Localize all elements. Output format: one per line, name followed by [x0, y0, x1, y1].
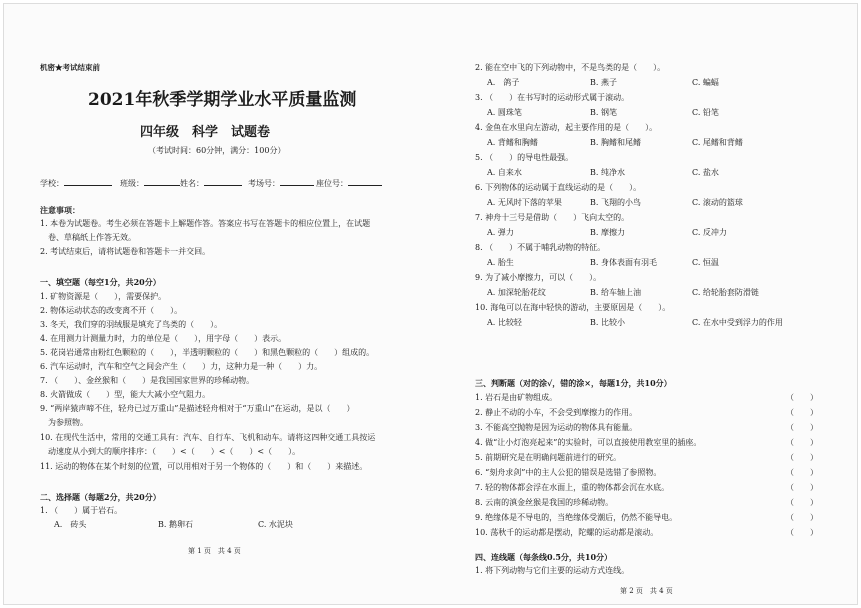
note-line: 2. 考试结束后，请将试题卷和答题卡一并交回。: [40, 247, 211, 256]
choice-option: A. 比较轻: [487, 318, 522, 327]
fill-question: 动速度从小到大的顺序排序：（ ）<（ ）<（ ）<（ ）。: [40, 447, 301, 456]
field-room[interactable]: 考场号：: [248, 177, 314, 189]
choice-option: A. 圆珠笔: [487, 108, 522, 117]
choice-option: C. 反冲力: [692, 228, 727, 237]
choice-option: C. 蝙蝠: [692, 78, 719, 87]
judge-answer-box[interactable]: （ ）: [786, 513, 818, 522]
choice-option: C. 滚动的篮球: [692, 198, 743, 207]
match-question: 1. 将下列动物与它们主要的运动方式连线。: [475, 566, 630, 575]
judge-question: 2. 静止不动的小车，不会受到摩擦力的作用。: [475, 408, 638, 417]
choice-option: C. 给轮胎套防滑链: [692, 288, 759, 297]
section-judge-title: 三、判断题（对的涂√，错的涂×，每题1分，共10分）: [475, 378, 672, 388]
judge-question: 10. 荡秋千的运动都是摆动，陀螺的运动都是滚动。: [475, 528, 659, 537]
section-choice-title: 二、选择题（每题2分，共20分）: [40, 492, 161, 502]
choice-question: 3. （ ）在书写时的运动形式属于滚动。: [475, 93, 630, 102]
judge-question: 3. 不能高空抛物是因为运动的物体具有能量。: [475, 423, 638, 432]
fill-question: 10. 在现代生活中，常用的交通工具有：汽车、自行车、飞机和动车。请将这四种交通工具按运: [40, 433, 376, 442]
section-match-title: 四、连线题（每条线0.5分，共10分）: [475, 552, 613, 562]
confidential-label: 机密★考试结束前: [40, 63, 100, 72]
judge-answer-box[interactable]: （ ）: [786, 453, 818, 462]
fill-question: 1. 矿物资源是（ ），需要保护。: [40, 292, 167, 301]
choice-question: 10. 海龟可以在海中轻快的游动，主要原因是（ ）。: [475, 303, 671, 312]
exam-title: 2021年秋季学期学业水平质量监测: [88, 90, 357, 110]
field-class[interactable]: 班级：: [120, 177, 180, 189]
judge-answer-box[interactable]: （ ）: [786, 498, 818, 507]
choice-option: B. 比较小: [590, 318, 625, 327]
choice-question: 7. 神舟十三号是借助（ ）飞向太空的。: [475, 213, 630, 222]
choice-option: A. 背鳍和胸鳍: [487, 138, 538, 147]
fill-question: 6. 汽车运动时，汽车和空气之间会产生（ ）力，这种力是一种（ ）力。: [40, 362, 323, 371]
fill-question: 5. 花岗岩通常由粉红色颗粒的（ ），半透明颗粒的（ ）和黑色颗粒的（ ）组成的。: [40, 348, 375, 357]
fill-question: 8. 火箭做成（ ）型，能大大减小空气阻力。: [40, 390, 211, 399]
notes-title: 注意事项：: [40, 205, 80, 215]
fill-question: 11. 运动的物体在某个时刻的位置，可以用相对于另一个物体的（ ）和（ ）来描述。: [40, 462, 368, 471]
fill-question: 2. 物体运动状态的改变离不开（ ）。: [40, 306, 183, 315]
field-name[interactable]: 姓名：: [180, 177, 242, 189]
choice-option: C. 盐水: [692, 168, 719, 177]
choice-option: B. 胸鳍和尾鳍: [590, 138, 641, 147]
judge-answer-box[interactable]: （ ）: [786, 393, 818, 402]
judge-question: 8. 云南的滇金丝猴是我国的珍稀动物。: [475, 498, 614, 507]
choice-option: A. 鸽子: [487, 78, 520, 87]
choice-question: 2. 能在空中飞的下列动物中，不是鸟类的是（ ）。: [475, 63, 666, 72]
choice-question: 6. 下列物体的运动属于直线运动的是（ ）。: [475, 183, 642, 192]
page-footer: 第 1 页 共 4 页: [188, 547, 241, 555]
judge-answer-box[interactable]: （ ）: [786, 528, 818, 537]
choice-option: A. 胎生: [487, 258, 514, 267]
choice-option: C. 尾鳍和背鳍: [692, 138, 743, 147]
judge-answer-box[interactable]: （ ）: [786, 438, 818, 447]
exam-subtitle: 四年级 科学 试题卷: [140, 125, 271, 140]
exam-info: （考试时间：60分钟，满分：100分）: [148, 146, 286, 155]
choice-option: C. 恒温: [692, 258, 719, 267]
choice-question: 8. （ ）不属于哺乳动物的特征。: [475, 243, 606, 252]
choice-option: B. 纯净水: [590, 168, 625, 177]
judge-answer-box[interactable]: （ ）: [786, 423, 818, 432]
choice-option: A. 自来水: [487, 168, 522, 177]
page-1: [0, 0, 430, 608]
fill-question: 3. 冬天，我们穿的羽绒服是填充了鸟类的（ ）。: [40, 320, 223, 329]
judge-question: 9. 绝缘体是不导电的，当绝缘体受潮后，仍然不能导电。: [475, 513, 678, 522]
choice-option: C. 在水中受到浮力的作用: [692, 318, 783, 327]
choice-question: 5. （ ）的导电性最强。: [475, 153, 574, 162]
section-fill-title: 一、填空题（每空1分，共20分）: [40, 277, 161, 287]
page-footer: 第 2 页 共 4 页: [620, 587, 673, 595]
choice-option: A. 加深轮胎花纹: [487, 288, 546, 297]
choice-option: B. 鹅卵石: [158, 520, 193, 529]
choice-option: B. 燕子: [590, 78, 617, 87]
choice-option: A. 无风时下落的苹果: [487, 198, 562, 207]
choice-option: B. 摩擦力: [590, 228, 625, 237]
fill-question: 7. （ ）、金丝猴和（ ）是我国国家世界的珍稀动物。: [40, 376, 255, 385]
choice-option: B. 钢笔: [590, 108, 617, 117]
fill-question: 为参照物。: [40, 418, 88, 427]
choice-option: A. 砖头: [54, 520, 87, 529]
field-school[interactable]: 学校：: [40, 177, 112, 189]
judge-question: 5. 前期研究是在明确问题前进行的研究。: [475, 453, 622, 462]
choice-question: 1. （ ）属于岩石。: [40, 506, 123, 515]
choice-option: C. 铅笔: [692, 108, 719, 117]
choice-question: 4. 金鱼在水里向左游动，起主要作用的是（ ）。: [475, 123, 658, 132]
judge-answer-box[interactable]: （ ）: [786, 468, 818, 477]
judge-answer-box[interactable]: （ ）: [786, 408, 818, 417]
choice-question: 9. 为了减小摩擦力，可以（ ）。: [475, 273, 602, 282]
judge-answer-box[interactable]: （ ）: [786, 483, 818, 492]
judge-question: 6. “刻舟求剑”中的主人公犯的错误是选错了参照物。: [475, 468, 662, 477]
judge-question: 1. 岩石是由矿物组成。: [475, 393, 558, 402]
judge-question: 4. 做“让小灯泡亮起来”的实验时，可以直接使用教室里的插座。: [475, 438, 702, 447]
field-seat[interactable]: 座位号：: [316, 177, 382, 189]
note-line: 卷、草稿纸上作答无效。: [40, 233, 136, 242]
judge-question: 7. 轻的物体都会浮在水面上，重的物体都会沉在水底。: [475, 483, 670, 492]
choice-option: B. 给车轴上油: [590, 288, 641, 297]
fill-question: 9. “两岸猿声啼不住，轻舟已过万重山”是描述轻舟相对于“万重山”在运动，是以（ ）: [40, 404, 355, 413]
choice-option: C. 水泥块: [258, 520, 293, 529]
choice-option: B. 身体表面有羽毛: [590, 258, 657, 267]
page-2: [430, 0, 861, 608]
choice-option: A. 弹力: [487, 228, 514, 237]
choice-option: B. 飞翔的小鸟: [590, 198, 641, 207]
note-line: 1. 本卷为试题卷。考生必须在答题卡上解题作答。答案应书写在答题卡的相应位置上，在试题: [40, 219, 371, 228]
fill-question: 4. 在用测力计测量力时，力的单位是（ ），用字母（ ）表示。: [40, 334, 287, 343]
